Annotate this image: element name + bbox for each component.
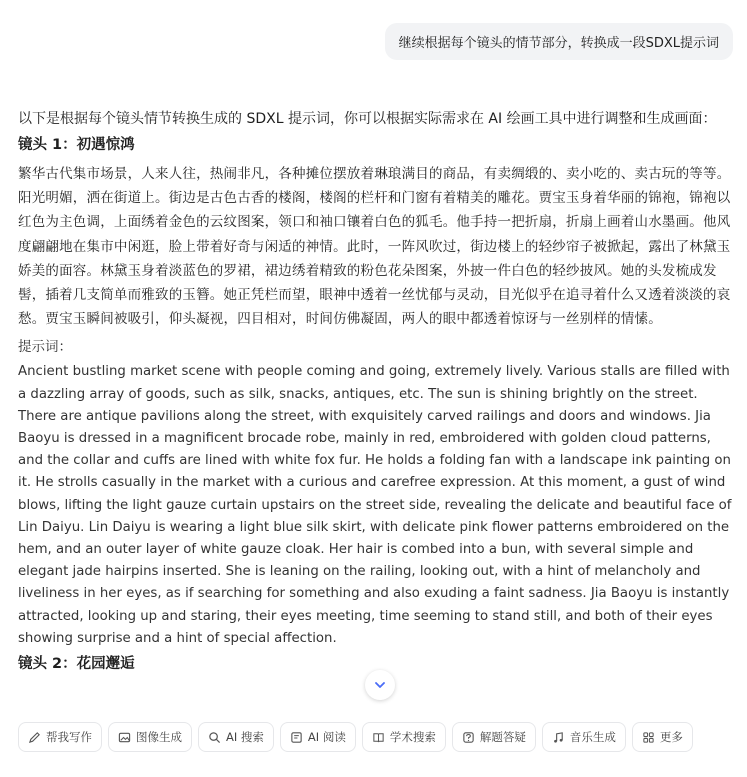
assistant-reply: [18, 108, 733, 676]
reply-intro: 以下是根据每个镜头情节转换生成的 SDXL 提示词，你可以根据实际需求在 AI 绘画工具中进行调整和生成画面：: [18, 111, 717, 127]
tool-label: 音乐生成: [569, 730, 616, 744]
book-icon: [372, 731, 385, 744]
tool-label: AI 阅读: [307, 730, 346, 744]
scroll-down-button[interactable]: [365, 670, 395, 700]
tool-more-button[interactable]: [632, 722, 693, 752]
tool-label: AI 搜索: [226, 730, 264, 744]
tool-label: 图像生成: [136, 730, 182, 744]
pen-icon: [28, 731, 41, 744]
tool-reading-button[interactable]: [280, 722, 356, 752]
tool-writing-button[interactable]: [18, 722, 102, 752]
tool-music-button[interactable]: [542, 722, 626, 752]
question-icon: [462, 731, 475, 744]
prompt-label: 提示词：: [18, 339, 72, 356]
tool-search-button[interactable]: [198, 722, 274, 752]
tool-image-button[interactable]: [108, 722, 192, 752]
grid-icon: [642, 731, 655, 744]
tool-academic-button[interactable]: [362, 722, 446, 752]
sdxl-prompt-text: Ancient bustling market scene with people coming and going, extremely lively. Various stalls are filled with a dazzling array of goods, such as silk, snacks, antiques, etc. The sun is shining brightly on the street. There are antique pavilions along the street, with exquisitely carved railings and doors and windows. Jia Baoyu is dressed in a magnificent brocade robe, mainly in red, embroidered with golden cloud patterns, and the collar and cuffs are lined with white fox fur. He holds a folding fan with a landscape ink painting on it. He strolls casually in the market with a curious and carefree expression. At this moment, a gust of wind blows, lifting the light gauze curtain upstairs on the street side, revealing the delicate and beautiful face of Lin Daiyu. Lin Daiyu is wearing a light blue silk skirt, with delicate pink flower patterns embroidered on the hem, and an outer layer of white gauze cloak. Her hair is combed into a bun, with several simple and elegant jade hairpins inserted. She is leaning on the railing, looking out, with a hint of melancholy and liveliness in her eyes, as if searching for something and also exuding a faint sadness. Jia Baoyu is instantly attracted, looking up and staring, their eyes meeting, time seeming to stand still, and both of their eyes showing surprise and a hint of special affection.: [18, 364, 732, 646]
chevron-down-icon: [373, 678, 387, 692]
reading-icon: [290, 731, 303, 744]
user-message-bubble: [385, 23, 733, 60]
user-message-text: 继续根据每个镜头的情节部分，转换成一段SDXL提示词: [398, 36, 719, 51]
tool-label: 更多: [659, 730, 683, 744]
tool-bar: [18, 722, 733, 752]
tool-label: 解题答疑: [479, 730, 526, 744]
tool-label: 学术搜索: [389, 730, 436, 744]
image-icon: [118, 731, 131, 744]
shot-plot: 繁华古代集市场景，人来人往，热闹非凡，各种摊位摆放着琳琅满目的商品，有卖绸缎的、卖小吃的、卖古玩的等等。阳光明媚，洒在街道上。街边是古色古香的楼阁，楼阁的栏杆和门窗有着精美的雕花。贾宝玉身着华丽的锦袍，锦袍以红色为主色调，上面绣着金色的云纹图案，领口和袖口镶着白色的狐毛。他手持一把折扇，折扇上画着山水墨画。他风度翩翩地在集市中闲逛，脸上带着好奇与闲适的神情。此时，一阵风吹过，街边楼上的轻纱帘子被掀起，露出了林黛玉娇美的面容。林黛玉身着淡蓝色的罗裙，裙边绣着精致的粉色花朵图案，外披一件白色的轻纱披风。她的头发梳成发髻，插着几支简单而雅致的玉簪。她正凭栏而望，眼神中透着一丝忧郁与灵动，目光似乎在追寻着什么又透着淡淡的哀愁。贾宝玉瞬间被吸引，仰头凝视，四目相对，时间仿佛凝固，两人的眼中都透着惊讶与一丝别样的情愫。: [18, 166, 731, 328]
music-icon: [552, 731, 565, 744]
shot-title: 镜头 1：初遇惊鸿: [18, 137, 135, 153]
next-shot-title: 镜头 2：花园邂逅: [18, 656, 135, 673]
tool-label: 帮我写作: [46, 730, 92, 744]
tool-solve-button[interactable]: [452, 722, 536, 752]
search-icon: [208, 731, 221, 744]
